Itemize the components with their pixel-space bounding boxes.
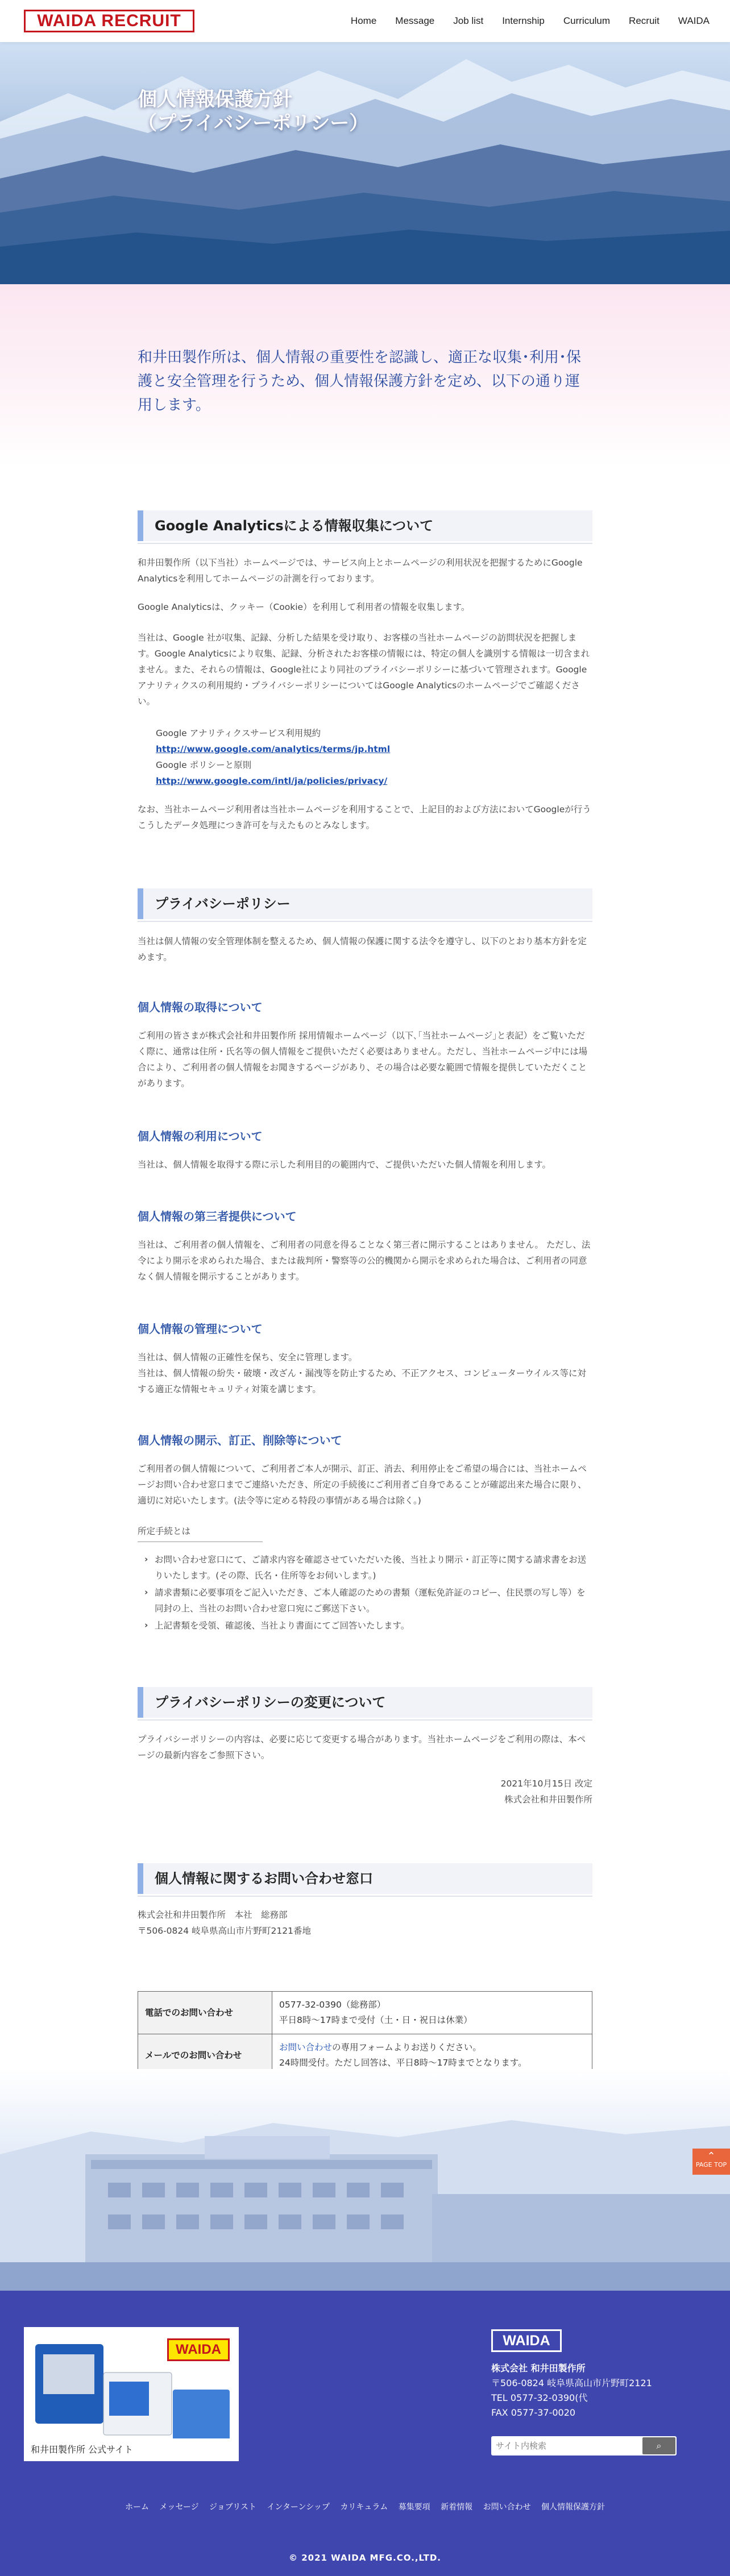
- main-nav: [332, 0, 710, 42]
- procedure-title: 所定手続とは: [138, 1523, 263, 1542]
- nav-curriculum[interactable]: Curriculum: [563, 15, 611, 26]
- site-logo[interactable]: WAIDA RECRUIT: [24, 10, 194, 32]
- procedure-list: [142, 1552, 591, 1635]
- factory-illustration: [0, 2069, 730, 2291]
- contact-table: [138, 1991, 592, 2077]
- ga-paragraph-4: なお、当社ホームページ利用者は当社ホームページを利用することで、上記目的および方法においてGoogleが行うこうしたデータ処理につき許可を与えたものとみなします。: [138, 804, 591, 830]
- section-text-acquisition: ご利用の皆さまが株式会社和井田製作所 採用情報ホームページ（以下､｢当社ホームページ｣と表記）をご覧いただく際に、通常は住所・氏名等の個人情報をご提供いただく必要はありません。ただし、当社ホームページ中には場合により、ご利用者の個人情報をお聞きするページがあり、その場合は必要な範囲で情報を提供していただくことがあります。: [138, 1031, 588, 1088]
- contact-addr: 〒506-0824 岐阜県高山市片野町2121番地: [138, 1926, 311, 1936]
- table-value-phone: 0577-32-0390（総務部） 平日8時～17時まで受付（土・日・祝日は休業）: [272, 1992, 592, 2034]
- table-key-mail: メールでのお問い合わせ: [138, 2034, 272, 2077]
- heading-google-analytics: Google Analyticsによる情報収集について: [138, 510, 592, 541]
- search-button[interactable]: [642, 2437, 675, 2454]
- footer-nav-message[interactable]: メッセージ: [159, 2503, 199, 2512]
- hero-banner: [0, 42, 730, 284]
- table-value-mail: お問い合わせの専用フォームよりお送りください。 24時間受付。ただし回答は、平日8時～17時までとなります。: [272, 2034, 592, 2077]
- procedure-item: › 上記書類を受領、確認後、当社より書面にてご回答いたします。: [142, 1618, 591, 1634]
- table-key-phone: 電話でのお問い合わせ: [138, 1992, 272, 2034]
- site-footer: [0, 2291, 730, 2576]
- footer-nav: [0, 2501, 730, 2512]
- arrow-up-icon: ⌃: [707, 2150, 716, 2162]
- footer-company-info: [491, 2361, 652, 2420]
- section-title-disclosure: 個人情報の開示、訂正、削除等について: [138, 1434, 342, 1447]
- search-icon: ⌕: [656, 2440, 662, 2451]
- heading-privacy-policy: プライバシーポリシー: [138, 888, 592, 919]
- footer-nav-curriculum[interactable]: カリキュラム: [340, 2503, 388, 2512]
- footer-company-name: 株式会社 和井田製作所: [491, 2363, 586, 2374]
- footer-tel: TEL 0577-32-0390(代: [491, 2392, 588, 2403]
- banner-logo: WAIDA: [167, 2338, 230, 2361]
- revision-company: 株式会社和井田製作所: [504, 1794, 592, 1805]
- nav-message[interactable]: Message: [395, 15, 435, 26]
- section-text-disclosure: ご利用者の個人情報について、ご利用者ご本人が開示、訂正、消去、利用停止をご希望の場合には、当社ホームページお問い合わせ窓口までご連絡いただき、所定の手続後にご利用者ご自身であることが確認出来た場合に限り、適切に対応いたします。(法令等に定める特段の事情がある場合は除く。): [138, 1464, 587, 1506]
- nav-recruit[interactable]: Recruit: [629, 15, 660, 26]
- heading-policy-change: プライバシーポリシーの変更について: [138, 1687, 592, 1718]
- section-title-acquisition: 個人情報の取得について: [138, 1000, 263, 1014]
- revision-date: 2021年10月15日 改定: [500, 1779, 592, 1789]
- page-title: 個人情報保護方針 （プライバシーポリシー）: [138, 88, 369, 135]
- ga-paragraph-3: 当社は、Google 社が収集、記録、分析した結果を受け取り、お客様の当社ホームページの訪問状況を把握します。Google Analyticsにより収集、記録、分析されたお客様の情報には、特定の個人を識別する情報は一切含まれません。また、それらの情報は、Google社により同社のプライバシーポリシーに基づいて管理されます。Googleアナリティクスの利用規約・プライバシーポリシーについてはGoogle Analyticsのホームページでご確認ください。: [138, 633, 590, 707]
- change-text: プライバシーポリシーの内容は、必要に応じて変更する場合があります。当社ホームページをご利用の際は、本ページの最新内容をご参照下さい。: [138, 1734, 586, 1760]
- site-header: [0, 0, 730, 42]
- nav-internship[interactable]: Internship: [502, 15, 545, 26]
- section-text-third-party: 当社は、ご利用者の個人情報を、ご利用者の同意を得ることなく第三者に開示することはありません。 ただし、法令により開示を求められた場合、または裁判所・警察等の公的機関から開示を求められた場合は、ご利用者の同意なく個人情報を開示することがあります。: [138, 1240, 591, 1282]
- heading-contact: 個人情報に関するお問い合わせ窓口: [138, 1863, 592, 1894]
- factory-building-image: [0, 2069, 730, 2291]
- search-input[interactable]: [496, 2438, 638, 2453]
- section-title-use: 個人情報の利用について: [138, 1129, 263, 1143]
- copyright: © 2021 WAIDA MFG.CO.,LTD.: [288, 2553, 441, 2563]
- procedure-item: › 請求書類に必要事項をご記入いただき、ご本人確認のための書類（運転免許証のコピー、住民票の写し等）を同封の上、当社のお問い合わせ窓口宛にご郵送下さい。: [142, 1585, 591, 1617]
- footer-nav-privacy[interactable]: 個人情報保護方針: [541, 2503, 605, 2512]
- ga-paragraph-2: Google Analyticsは、クッキー（Cookie）を利用して利用者の情報を収集します。: [138, 602, 470, 612]
- footer-nav-recruit[interactable]: 募集要項: [398, 2503, 430, 2512]
- footer-nav-contact[interactable]: お問い合わせ: [483, 2503, 531, 2512]
- intro-section: [0, 284, 730, 466]
- contact-address: [138, 1907, 592, 1939]
- google-privacy-link[interactable]: http://www.google.com/intl/ja/policies/privacy/: [156, 776, 388, 786]
- link1-label: Google アナリティクスサービス利用規約: [156, 728, 321, 738]
- section-title-third-party: 個人情報の第三者提供について: [138, 1210, 297, 1223]
- section-title-management: 個人情報の管理について: [138, 1322, 263, 1336]
- mountain-illustration: [0, 42, 730, 284]
- footer-nav-home[interactable]: ホーム: [125, 2503, 149, 2512]
- footer-address: 〒506-0824 岐阜県高山市片野町2121: [491, 2378, 652, 2388]
- footer-nav-internship[interactable]: インターンシップ: [267, 2503, 330, 2512]
- intro-text: 和井田製作所は、個人情報の重要性を認識し、適正な収集･利用･保護と安全管理を行うため、個人情報保護方針を定め、以下の通り運用します。: [138, 349, 582, 414]
- link2-label: Google ポリシーと原則: [156, 760, 252, 770]
- nav-waida[interactable]: WAIDA: [678, 15, 710, 26]
- contact-form-link[interactable]: お問い合わせ: [279, 2042, 333, 2053]
- contact-dept: 株式会社和井田製作所 本社 総務部: [138, 1910, 288, 1920]
- page-top-button[interactable]: ⌃ PAGE TOP: [692, 2149, 730, 2175]
- footer-nav-news[interactable]: 新着情報: [441, 2503, 473, 2512]
- procedure-item: › お問い合わせ窓口にて、ご請求内容を確認させていただいた後、当社より開示・訂正等に関する請求書をお送りいたします。(その際、氏名・住所等をお伺いします。): [142, 1552, 591, 1584]
- pp-intro: 当社は個人情報の安全管理体制を整えるため、個人情報の保護に関する法令を遵守し、以下のとおり基本方針を定めます。: [138, 936, 587, 962]
- revision-info: [138, 1776, 592, 1808]
- section-text-use: 当社は、個人情報を取得する際に示した利用目的の範囲内で、ご提供いただいた個人情報を利用します。: [138, 1160, 551, 1170]
- footer-nav-job-list[interactable]: ジョブリスト: [209, 2503, 256, 2512]
- ga-paragraph-1: 和井田製作所（以下当社）ホームページでは、サービス向上とホームページの利用状況を把握するためにGoogle Analyticsを利用してホームページの計測を行っております。: [138, 558, 583, 584]
- official-site-banner[interactable]: [24, 2327, 239, 2461]
- nav-home[interactable]: Home: [350, 15, 377, 26]
- ga-links: [156, 725, 588, 789]
- footer-fax: FAX 0577-37-0020: [491, 2407, 576, 2418]
- banner-caption: 和井田製作所 公式サイト: [24, 2438, 239, 2461]
- site-search: [491, 2436, 677, 2455]
- nav-job-list[interactable]: Job list: [453, 15, 484, 26]
- section-text-management: 当社は、個人情報の正確性を保ち、安全に管理します。 当社は、個人情報の紛失・破壊・改ざん・漏洩等を防止するため、不正アクセス、コンピューターウイルス等に対する適正な情報セキュリティ対策を講じます。: [138, 1352, 586, 1394]
- table-row: [138, 1992, 592, 2034]
- footer-logo[interactable]: WAIDA: [491, 2329, 562, 2352]
- ga-terms-link[interactable]: http://www.google.com/analytics/terms/jp.html: [156, 744, 391, 754]
